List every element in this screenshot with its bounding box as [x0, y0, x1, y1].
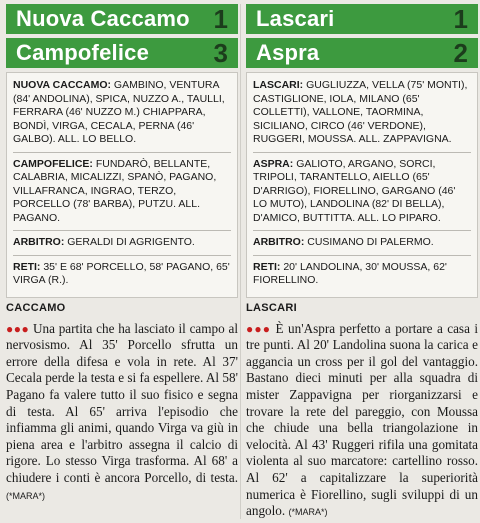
report-title: LASCARI [246, 302, 297, 314]
report-body-wrap [6, 321, 238, 505]
report-signature: (*MARA*) [288, 507, 328, 518]
away-team-score-row [6, 38, 238, 68]
match-info-box [246, 72, 478, 298]
referee [253, 236, 471, 256]
match-report-left [6, 300, 238, 504]
match-report-right [246, 300, 478, 521]
away-team-score-row [246, 38, 478, 68]
lineup-text: FUNDARÒ, BELLANTE, CALABRIA, MICALIZZI, SPANÒ, PAGANO, VILLAFRANCA, INGRAO, TERZO, PORCELLO (78' BARBA), PUTZU. ALL. PAGANO. [13, 157, 217, 224]
team-score: 3 [213, 37, 228, 68]
home-lineup [253, 79, 471, 153]
team-score: 1 [213, 3, 228, 34]
lineup-label: ASPRA: [253, 157, 294, 170]
goals-label: RETI: [253, 260, 281, 273]
lineup-text: GALIOTO, ARGANO, SORCI, TRIPOLI, TARANTELLO, AIELLO (65' D'ARRIGO), FIORELLINO, GARGANO (46' LO MUTO), LANDOLINA (82' DI BELLA), D'AMICO, BUTTITTA. ALL. LO PIPARO. [253, 157, 456, 224]
lineup-label: NUOVA CACCAMO: [13, 79, 111, 91]
report-title: CACCAMO [6, 302, 66, 314]
home-team-score-row [246, 4, 478, 34]
team-name: Lascari [256, 6, 335, 31]
referee [13, 236, 231, 256]
team-score: 1 [453, 3, 468, 34]
match-info-box [6, 72, 238, 298]
rating-dots: ●●● [246, 321, 272, 336]
goals-text: 20' LANDOLINA, 30' MOUSSA, 62' FIORELLINO. [253, 260, 447, 286]
goals-text: 35' E 68' PORCELLO, 58' PAGANO, 65' VIRGA (R.). [13, 260, 230, 286]
team-score: 2 [453, 37, 468, 68]
rating-dots: ●●● [6, 321, 30, 336]
referee-text: CUSIMANO DI PALERMO. [307, 236, 434, 248]
match-column-right [246, 4, 478, 298]
report-body-wrap [246, 321, 478, 521]
lineup-text: GUGLIUZZA, VELLA (75' MONTI), CASTIGLIONE, IOLA, MILANO (65' COLLETTI), VALLONE, TAORMINA, SICILIANO, CIRCO (46' VERDONE), RUGGERI, MOUSSA. ALL. ZAPPAVIGNA. [253, 79, 468, 145]
referee-text: GERALDI DI AGRIGENTO. [67, 236, 195, 248]
match-column-left [6, 4, 238, 298]
lineup-text: GAMBINO, VENTURA (84' ANDOLINA), SPICA, NUZZO A., TAULLI, FERRARA (46' NUZZO M.) CHIAPPARA, BONDÌ, VIRGA, CECALA, PERNA (46' GALBO). ALL. LO BELLO. [13, 79, 225, 145]
team-name: Nuova Caccamo [16, 6, 190, 31]
referee-label: ARBITRO: [253, 236, 305, 248]
column-divider [240, 4, 241, 519]
goals [13, 261, 231, 293]
goals-label: RETI: [13, 260, 41, 273]
report-signature: (*MARA*) [6, 490, 46, 501]
team-name: Aspra [256, 40, 320, 65]
home-team-score-row [6, 4, 238, 34]
report-body: Una partita che ha lasciato il campo al nervosismo. Al 35' Porcello sfrutta un errore della difesa e vola in rete. Al 37' Cecala perde la testa e si fa espellere. Al 58' Pagano fa valere tutto il suo fisico e segna di testa. Al 65' arriva l'episodio che infiamma gli animi, quando Virga va giù in piena area e l'arbitro assegna il calcio di rigore. Lo stesso Virga trasforma. Al 68' a chiudere i conti è ancora Porcello, di testa. [6, 320, 239, 485]
team-name: Campofelice [16, 40, 150, 65]
lineup-label: CAMPOFELICE: [13, 157, 93, 170]
report-body: È un'Aspra perfetto a portare a casa i tre punti. Al 20' Landolina suona la carica e aggancia un cross per il gol del vantaggio. Bastano dieci minuti per alla squadra di mister Zappavigna per riorganizzarsi e trovare la rete del pareggio, con Moussa che chiude una bella triangolazione in velocità. Al 43' Ruggeri rifila una gomitata violenta al suo marcatore: cartellino rosso. Al 62' a capitalizzare la superiorità numerica è Fiorellino, sugli sviluppi di un angolo. [246, 320, 479, 519]
away-lineup [253, 158, 471, 232]
away-lineup [13, 158, 231, 232]
lineup-label: LASCARI: [253, 79, 304, 91]
goals [253, 261, 471, 293]
home-lineup [13, 79, 231, 153]
referee-label: ARBITRO: [13, 236, 65, 248]
